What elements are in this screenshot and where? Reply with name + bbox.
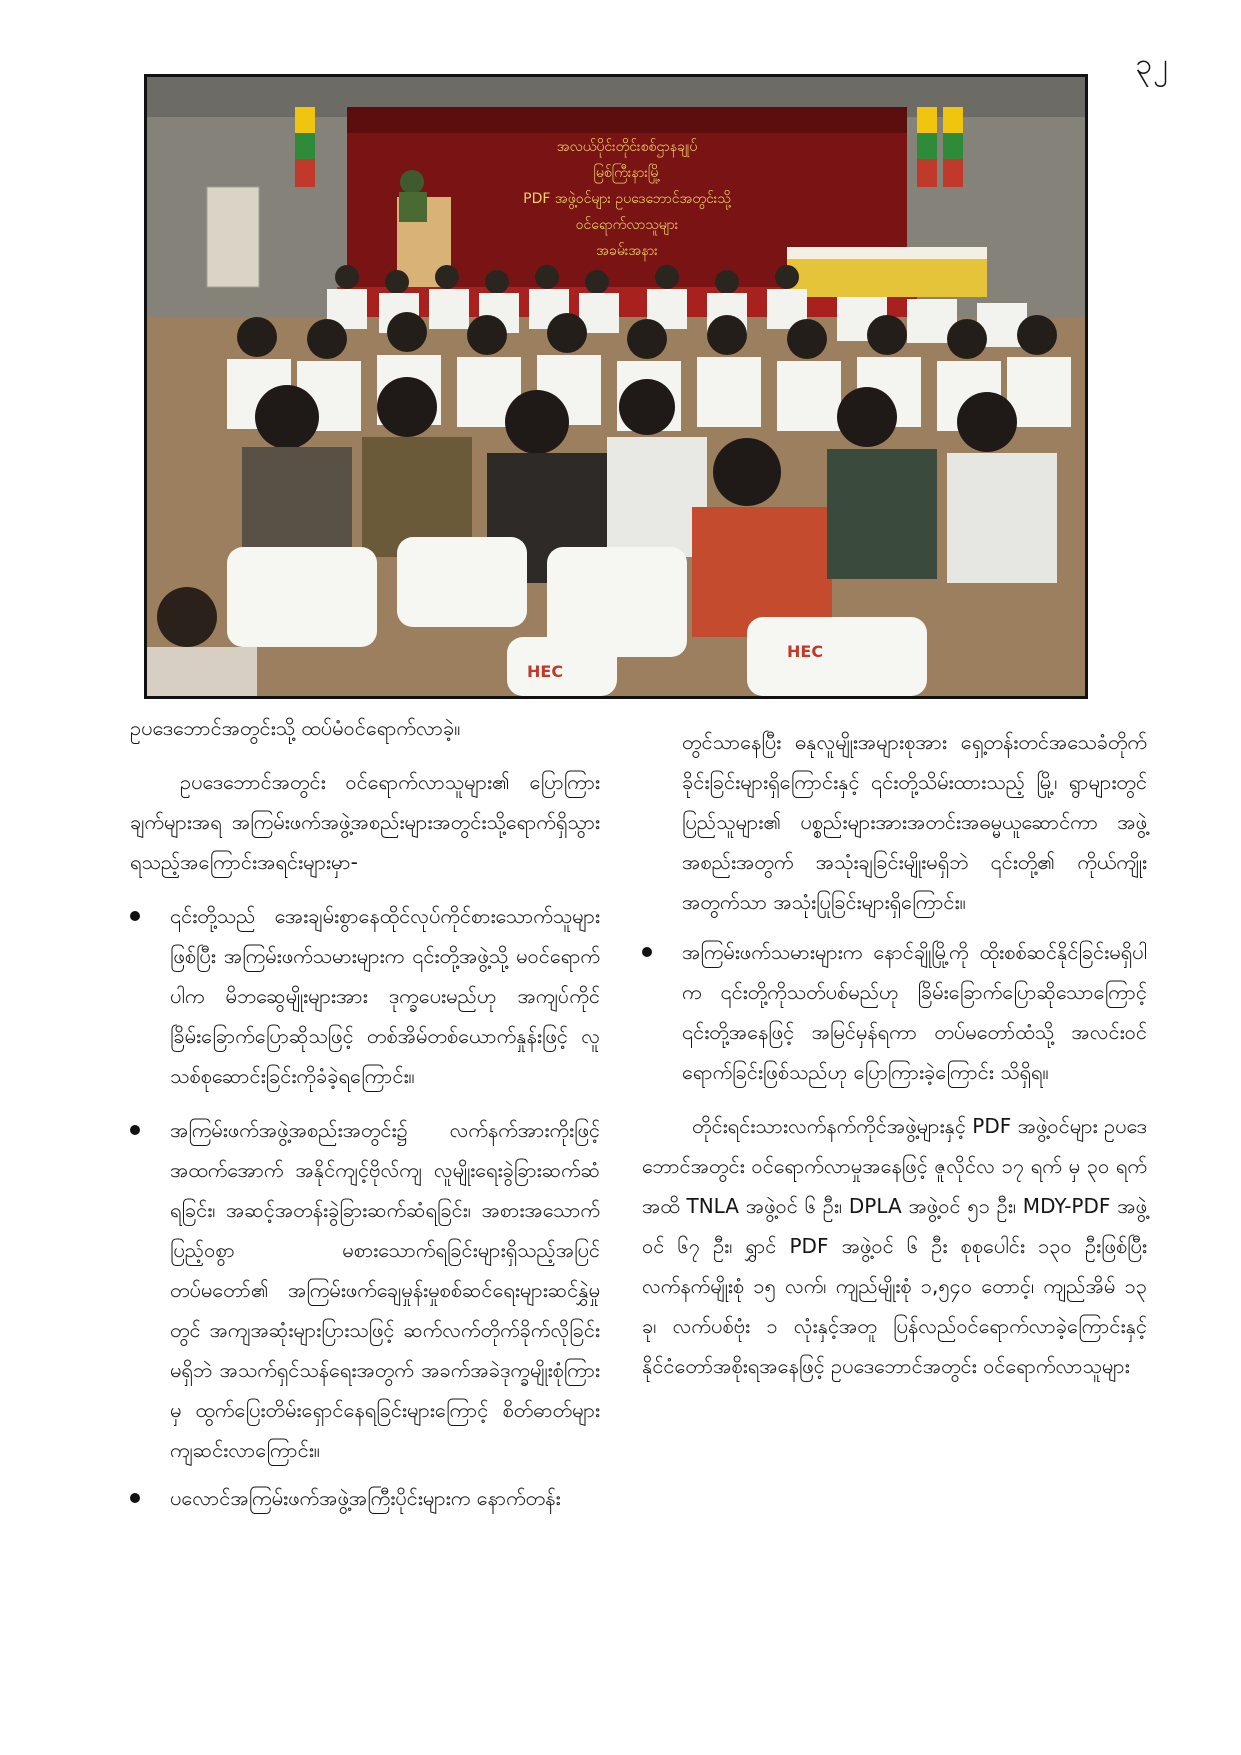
list-item-text: ၎င်းတို့သည် အေးချမ်းစွာနေထိုင်လုပ်ကိုင်စားသောက်သူများဖြစ်ပြီး အကြမ်းဖက်သမားများက ၎င်းတို့အဖွဲ့သို့ မဝင်ရောက်ပါက မိဘဆွေမျိုးများအား ဒုက္ခပေးမည်ဟု အကျပ်ကိုင်ခြိမ်းခြောက်ပြောဆိုသဖြင့် တစ်အိမ်တစ်ယောက်နှုန်းဖြင့် လူသစ်စုဆောင်းခြင်းကိုခံခဲ့ရကြောင်း။ bbox=[170, 904, 600, 1088]
banner-line-5: အခမ်းအနား bbox=[596, 243, 658, 259]
banner-line-3: PDF အဖွဲ့ဝင်များ ဥပဒေဘောင်အတွင်းသို့ bbox=[523, 191, 731, 207]
banner-line-1: အလယ်ပိုင်းတိုင်းစစ်ဌာနချုပ် bbox=[556, 139, 698, 155]
reasons-list bbox=[130, 896, 600, 1518]
intro-paragraph: ဥပဒေဘောင်အတွင်း ဝင်ရောက်လာသူများ၏ ပြောကြားချက်များအရ အကြမ်းဖက်အဖွဲ့အစည်းများအတွင်းသို့ရောက်ရှိသွားရသည့်အကြောင်းအရင်းများမှာ- bbox=[130, 770, 600, 874]
bullet-icon bbox=[130, 1493, 140, 1503]
list-item bbox=[170, 896, 600, 1096]
continuation-paragraph: တွင်သာနေပြီး ဓနုလူမျိုးအများစုအား ရှေ့တန်းတင်အသေခံတိုက်ခိုင်းခြင်းများရှိကြောင်းနှင့် ၎င်းတို့သိမ်းထားသည့် မြို့၊ ရွာများတွင် ပြည်သူများ၏ ပစ္စည်းများအားအတင်းအဓမ္မယူဆောင်ကာ အဖွဲ့အစည်းအတွက် အသုံးချခြင်းမျိုးမရှိဘဲ ၎င်းတို့၏ ကိုယ်ကျိုးအတွက်သာ အသုံးပြုခြင်းများရှိကြောင်း။ bbox=[682, 730, 1147, 914]
left-column bbox=[130, 708, 600, 1518]
banner-line-2: မြစ်ကြီးနားမြို့ bbox=[593, 165, 661, 181]
meeting-photo bbox=[144, 74, 1088, 699]
list-item-text: ပလောင်အကြမ်းဖက်အဖွဲ့အကြီးပိုင်းများက နောက်တန်း bbox=[170, 1486, 561, 1510]
closing-paragraph: တိုင်းရင်းသားလက်နက်ကိုင်အဖွဲ့များနှင့် PDF အဖွဲ့ဝင်များ ဥပဒေဘောင်အတွင်း ဝင်ရောက်လာမှုအနေဖြင့် ဇူလိုင်လ ၁၇ ရက် မှ ၃၀ ရက်အထိ TNLA အဖွဲ့ဝင် ၆ ဦး၊ DPLA အဖွဲ့ဝင် ၅၁ ဦး၊ MDY-PDF အဖွဲ့ဝင် ၆၇ ဦး၊ ရွှာင် PDF အဖွဲ့ဝင် ၆ ဦး စုစုပေါင်း ၁၃၀ ဦးဖြစ်ပြီး လက်နက်မျိုးစုံ ၁၅ လက်၊ ကျည်မျိုးစုံ ၁,၅၄၀ တောင့်၊ ကျည်အိမ် ၁၃ ခု၊ လက်ပစ်ဗုံး ၁ လုံးနှင့်အတူ ပြန်လည်ဝင်ရောက်လာခဲ့ကြောင်းနှင့် နိုင်ငံတော်အစိုးရအနေဖြင့် ဥပဒေဘောင်အတွင်း ဝင်ရောက်လာသူများ bbox=[642, 1114, 1147, 1378]
photo-caption: ဥပဒေဘောင်အတွင်းသို့ ထပ်မံဝင်ရောက်လာခဲ့။ bbox=[130, 716, 461, 740]
list-item bbox=[170, 1110, 600, 1470]
page-number: ၃၂ bbox=[1135, 47, 1169, 82]
chair-label-2: HEC bbox=[527, 662, 564, 681]
right-column bbox=[642, 722, 1147, 1386]
bullet-icon bbox=[642, 947, 652, 957]
chair-label: HEC bbox=[787, 642, 824, 661]
banner-line-4: ဝင်ရောက်လာသူများ bbox=[575, 217, 679, 233]
list-item bbox=[170, 1478, 600, 1518]
list-item-text: အကြမ်းဖက်အဖွဲ့အစည်းအတွင်း၌ လက်နက်အားကိုးဖြင့်အထက်အောက် အနိုင်ကျင့်ဗိုလ်ကျ လူမျိုးရေးခွဲခြားဆက်ဆံရခြင်း၊ အဆင့်အတန်းခွဲခြားဆက်ဆံရခြင်း၊ အစားအသောက်ပြည့်ဝစွာ မစားသောက်ရခြင်းများရှိသည့်အပြင် တပ်မတော်၏ အကြမ်းဖက်ချေမှုန်းမှုစစ်ဆင်ရေးများဆင်နွှဲမှုတွင် အကျအဆုံးများပြားသဖြင့် ဆက်လက်တိုက်ခိုက်လိုခြင်းမရှိဘဲ အသက်ရှင်သန်ရေးအတွက် အခက်အခဲဒုက္ခမျိုးစုံကြားမှ ထွက်ပြေးတိမ်းရှောင်နေရခြင်းများကြောင့် စိတ်ဓာတ်များကျဆင်းလာကြောင်း။ bbox=[170, 1118, 600, 1462]
bullet-icon bbox=[130, 1125, 140, 1135]
bullet-icon bbox=[130, 911, 140, 921]
list-item-text: အကြမ်းဖက်သမားများက နောင်ချိုမြို့ကို ထိုးစစ်ဆင်နိုင်ခြင်းမရှိပါက ၎င်းတို့ကိုသတ်ပစ်မည်ဟု ခြိမ်းခြောက်ပြောဆိုသောကြောင့် ၎င်းတို့အနေဖြင့် အမြင်မှန်ရကာ တပ်မတော်ထံသို့ အလင်းဝင်ရောက်ခြင်းဖြစ်သည်ဟု ပြောကြားခဲ့ကြောင်း သိရှိရ။ bbox=[682, 940, 1147, 1084]
list-item bbox=[682, 932, 1147, 1092]
right-reasons-list bbox=[642, 932, 1147, 1092]
